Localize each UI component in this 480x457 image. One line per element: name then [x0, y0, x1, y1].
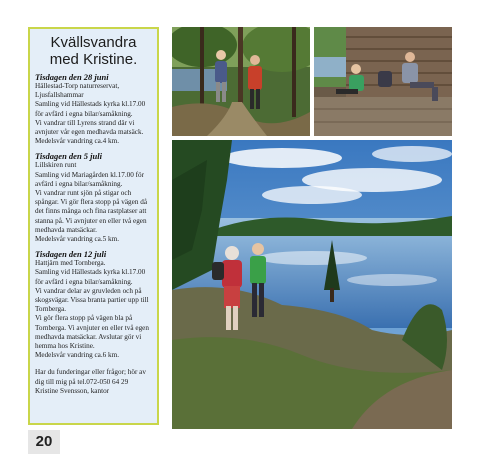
event-line: för avfärd i egna bilar/samåkning.	[35, 109, 133, 118]
info-box	[28, 27, 159, 425]
event-line: Tornberga.	[35, 305, 67, 314]
event-line: Vi vandrar till Lyrens strand där vi	[35, 118, 135, 127]
event-july-5	[35, 151, 152, 244]
event-line: medhavda matsäckar. Avslutar gör vi	[35, 332, 142, 341]
event-line: Samling vid Hällestads kyrka kl.17.00	[35, 100, 146, 109]
event-line: Ljusfallshammar	[35, 91, 84, 100]
event-heading: Tisdagen den 28 juni	[35, 72, 109, 82]
event-july-12	[35, 249, 152, 360]
event-line: Samling vid Hällestads kyrka kl.17.00	[35, 268, 146, 277]
photo-resting-cabin	[314, 27, 452, 136]
event-line: Vi gör flera stopp på vägen bla på	[35, 314, 133, 323]
event-line: för avfärd i egna bilar/samåkning.	[35, 277, 133, 286]
title-line-1: Kvällsvandra	[50, 34, 137, 51]
event-heading: Tisdagen den 5 juli	[35, 151, 102, 162]
photo-hikers-lake	[172, 140, 452, 429]
event-line: Lillskiren runt	[35, 161, 77, 170]
event-line: Hällestad-Torp naturreservat,	[35, 82, 120, 90]
event-line: Vi vandrar runt sjön på stigar och	[35, 189, 132, 198]
event-june-28	[35, 72, 152, 146]
title-line-2: med Kristine.	[49, 51, 138, 68]
event-line: Hattjärn med Tornberga.	[35, 259, 106, 268]
photo-hikers-forest-path	[172, 27, 310, 136]
event-line: Medelsvår vandring ca.6 km.	[35, 351, 120, 360]
contact-line: Kristine Svensson, kantor	[35, 386, 110, 395]
event-line: det finns många och fina rastplatser att	[35, 207, 147, 216]
event-line: hemma hos Kristine.	[35, 342, 95, 351]
event-line: Tornberga. Vi avnjuter en eller två egen	[35, 323, 149, 332]
page-number: 20	[28, 430, 60, 454]
event-line: avnjuter vår egen medhavda matsäck.	[35, 128, 144, 137]
event-line: stanna på. Vi avnjuter en eller två egen	[35, 216, 147, 225]
event-line: avfärd i egna bilar/samåkning.	[35, 179, 123, 188]
contact-line: dig till mig på tel.072-050 64 29	[35, 377, 129, 386]
event-line: medhavda matsäckar.	[35, 225, 97, 234]
event-line: skogsvägar. Vissa branta partier upp till	[35, 296, 149, 305]
event-line: Vi vandrar delar av gruvleden och på	[35, 286, 142, 295]
event-line: Samling vid Mariagården kl.17.00 för	[35, 170, 144, 179]
event-heading: Tisdagen den 12 juli	[35, 249, 107, 260]
contact-line: Har du funderingar eller frågor; hör av	[35, 368, 146, 377]
event-line: Medelsvår vandring ca.4 km.	[35, 137, 120, 146]
contact-info	[35, 368, 152, 396]
event-line: Medelsvår vandring ca.5 km.	[35, 235, 120, 244]
event-line: spångar. Vi gör flera stopp på vägen då	[35, 198, 148, 207]
page-title	[35, 34, 152, 68]
